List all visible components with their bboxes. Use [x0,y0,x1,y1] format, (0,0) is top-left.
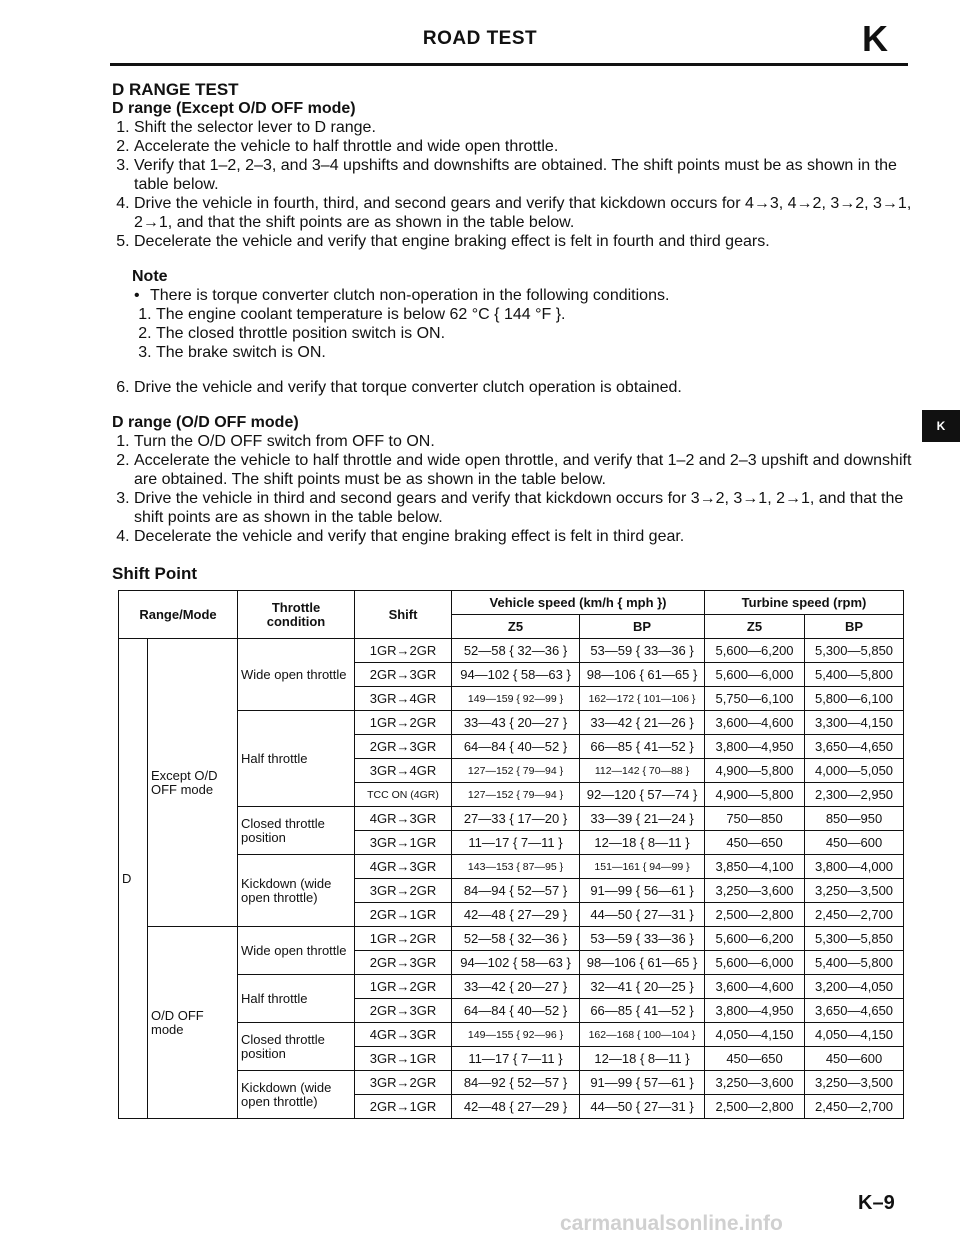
turbine-z5-cell: 5,750—6,100 [705,687,805,711]
throttle-cell: Wide open throttle [238,639,355,711]
speed-bp-cell: 162—172 { 101—106 } [580,687,705,711]
list-item: 4. Decelerate the vehicle and verify that engine braking effect is felt in third gear. [134,527,912,546]
turbine-z5-cell: 4,050—4,150 [705,1023,805,1047]
turbine-bp-cell: 5,300—5,850 [805,639,904,663]
turbine-bp-cell: 5,800—6,100 [805,687,904,711]
speed-bp-cell: 98—106 { 61—65 } [580,951,705,975]
shift-cell: 3GR→1GR [355,831,452,855]
speed-bp-cell: 53—59 { 33—36 } [580,639,705,663]
shift-cell: 2GR→3GR [355,735,452,759]
list-item: 2. Accelerate the vehicle to half throttle and wide open throttle, and verify that 1–2 and 2–3 upshift and downshift are obtained. The shift points must be as shown in the table below. [134,451,912,489]
shift-cell: 3GR→1GR [355,1047,452,1071]
header-turbine-speed: Turbine speed (rpm) [705,591,904,615]
shift-cell: 3GR→4GR [355,759,452,783]
turbine-z5-cell: 2,500—2,800 [705,1095,805,1119]
speed-bp-cell: 92—120 { 57—74 } [580,783,705,807]
speed-z5-cell: 64—84 { 40—52 } [452,999,580,1023]
header-bp: BP [580,615,705,639]
shift-cell: 2GR→3GR [355,951,452,975]
speed-bp-cell: 91—99 { 56—61 } [580,879,705,903]
turbine-bp-cell: 3,250—3,500 [805,879,904,903]
shift-cell: 2GR→3GR [355,663,452,687]
turbine-bp-cell: 4,050—4,150 [805,1023,904,1047]
note-conditions [112,305,912,362]
note-bullet [134,286,912,305]
speed-z5-cell: 143—153 { 87—95 } [452,855,580,879]
range-cell: D [119,639,148,1119]
turbine-z5-cell: 4,900—5,800 [705,783,805,807]
d-range-steps [112,118,912,251]
speed-bp-cell: 32—41 { 20—25 } [580,975,705,999]
turbine-z5-cell: 3,800—4,950 [705,735,805,759]
shift-point-table [118,590,904,1119]
page-number: K–9 [858,1192,895,1214]
speed-bp-cell: 53—59 { 33—36 } [580,927,705,951]
shift-cell: TCC ON (4GR) [355,783,452,807]
turbine-bp-cell: 2,450—2,700 [805,903,904,927]
speed-z5-cell: 84—94 { 52—57 } [452,879,580,903]
shift-cell: 1GR→2GR [355,639,452,663]
speed-bp-cell: 12—18 { 8—11 } [580,1047,705,1071]
header-throttle: Throttle condition [238,591,355,639]
table-row [119,639,904,663]
table-row [119,927,904,951]
speed-z5-cell: 27—33 { 17—20 } [452,807,580,831]
turbine-z5-cell: 3,600—4,600 [705,711,805,735]
list-item: 5. Decelerate the vehicle and verify that engine braking effect is felt in fourth and third gears. [134,232,912,251]
speed-z5-cell: 94—102 { 58—63 } [452,663,580,687]
turbine-z5-cell: 450—650 [705,1047,805,1071]
bullet-icon: • [134,287,140,304]
shift-cell: 2GR→1GR [355,903,452,927]
speed-bp-cell: 44—50 { 27—31 } [580,1095,705,1119]
speed-bp-cell: 162—168 { 100—104 } [580,1023,705,1047]
turbine-bp-cell: 3,200—4,050 [805,975,904,999]
list-item: 1. Turn the O/D OFF switch from OFF to ON. [134,432,912,451]
turbine-bp-cell: 5,400—5,800 [805,951,904,975]
turbine-bp-cell: 3,250—3,500 [805,1071,904,1095]
turbine-bp-cell: 450—600 [805,1047,904,1071]
speed-z5-cell: 149—159 { 92—99 } [452,687,580,711]
speed-bp-cell: 44—50 { 27—31 } [580,903,705,927]
list-item: 1. Shift the selector lever to D range. [134,118,912,137]
shift-cell: 1GR→2GR [355,711,452,735]
turbine-bp-cell: 4,000—5,050 [805,759,904,783]
speed-z5-cell: 149—155 { 92—96 } [452,1023,580,1047]
speed-z5-cell: 127—152 { 79—94 } [452,783,580,807]
throttle-cell: Half throttle [238,975,355,1023]
list-item: 3. Verify that 1–2, 2–3, and 3–4 upshifts and downshifts are obtained. The shift points must be as shown in the table below. [134,156,912,194]
d-range-test-heading: D RANGE TEST [112,80,239,99]
speed-z5-cell: 52—58 { 32—36 } [452,927,580,951]
header-shift: Shift [355,591,452,639]
speed-bp-cell: 91—99 { 57—61 } [580,1071,705,1095]
throttle-cell: Closed throttle position [238,1023,355,1071]
list-item: 1. The engine coolant temperature is below 62 °C { 144 °F }. [156,305,912,324]
turbine-z5-cell: 2,500—2,800 [705,903,805,927]
section-tab: K [922,410,960,442]
turbine-bp-cell: 450—600 [805,831,904,855]
shift-point-heading: Shift Point [112,564,197,583]
speed-bp-cell: 12—18 { 8—11 } [580,831,705,855]
turbine-z5-cell: 750—850 [705,807,805,831]
speed-z5-cell: 11—17 { 7—11 } [452,831,580,855]
od-off-subheading: D range (O/D OFF mode) [112,414,299,431]
speed-bp-cell: 112—142 { 70—88 } [580,759,705,783]
speed-bp-cell: 98—106 { 61—65 } [580,663,705,687]
shift-cell: 4GR→3GR [355,1023,452,1047]
page-title: ROAD TEST [422,28,538,49]
turbine-z5-cell: 5,600—6,200 [705,927,805,951]
shift-cell: 3GR→4GR [355,687,452,711]
shift-cell: 4GR→3GR [355,855,452,879]
header-divider [110,63,908,66]
speed-z5-cell: 33—43 { 20—27 } [452,711,580,735]
section-letter: K [862,18,888,59]
turbine-z5-cell: 3,600—4,600 [705,975,805,999]
turbine-z5-cell: 3,250—3,600 [705,1071,805,1095]
speed-z5-cell: 11—17 { 7—11 } [452,1047,580,1071]
list-item: 3. The brake switch is ON. [156,343,912,362]
note-heading: Note [132,268,168,285]
od-off-steps [112,432,912,546]
header-z5: Z5 [705,615,805,639]
header-vehicle-speed: Vehicle speed (km/h { mph }) [452,591,705,615]
turbine-z5-cell: 3,800—4,950 [705,999,805,1023]
throttle-cell: Half throttle [238,711,355,807]
speed-z5-cell: 94—102 { 58—63 } [452,951,580,975]
turbine-bp-cell: 3,300—4,150 [805,711,904,735]
procedure-text [112,80,912,546]
watermark: carmanualsonline.info [560,1212,783,1235]
list-item: 4. Drive the vehicle in fourth, third, and second gears and verify that kickdown occurs for 4→3, 4→2, 3→2, 3→1, 2→1, and that the shift points are as shown in the table below. [134,194,912,232]
speed-bp-cell: 33—42 { 21—26 } [580,711,705,735]
shift-cell: 3GR→2GR [355,1071,452,1095]
speed-z5-cell: 84—92 { 52—57 } [452,1071,580,1095]
list-item: 2. Accelerate the vehicle to half throttle and wide open throttle. [134,137,912,156]
speed-z5-cell: 33—42 { 20—27 } [452,975,580,999]
turbine-bp-cell: 3,650—4,650 [805,735,904,759]
speed-bp-cell: 66—85 { 41—52 } [580,999,705,1023]
shift-cell: 2GR→3GR [355,999,452,1023]
header-z5: Z5 [452,615,580,639]
throttle-cell: Kickdown (wide open throttle) [238,855,355,927]
shift-cell: 1GR→2GR [355,927,452,951]
throttle-cell: Wide open throttle [238,927,355,975]
shift-cell: 3GR→2GR [355,879,452,903]
d-range-subheading: D range (Except O/D OFF mode) [112,100,356,117]
turbine-z5-cell: 5,600—6,200 [705,639,805,663]
speed-bp-cell: 66—85 { 41—52 } [580,735,705,759]
turbine-z5-cell: 4,900—5,800 [705,759,805,783]
turbine-bp-cell: 3,650—4,650 [805,999,904,1023]
speed-z5-cell: 127—152 { 79—94 } [452,759,580,783]
turbine-bp-cell: 2,300—2,950 [805,783,904,807]
shift-cell: 2GR→1GR [355,1095,452,1119]
table-header-row [119,591,904,615]
speed-z5-cell: 42—48 { 27—29 } [452,903,580,927]
turbine-bp-cell: 5,400—5,800 [805,663,904,687]
speed-z5-cell: 64—84 { 40—52 } [452,735,580,759]
turbine-bp-cell: 850—950 [805,807,904,831]
list-item: 6. Drive the vehicle and verify that torque converter clutch operation is obtained. [134,378,912,397]
turbine-bp-cell: 5,300—5,850 [805,927,904,951]
list-item: 3. Drive the vehicle in third and second gears and verify that kickdown occurs for 3→2, 3→1, 2→1, and that the shift points are as shown in the table below. [134,489,912,527]
list-item: 2. The closed throttle position switch is ON. [156,324,912,343]
header-bp: BP [805,615,904,639]
d-range-step-6 [112,378,912,397]
turbine-z5-cell: 3,850—4,100 [705,855,805,879]
mode-cell: O/D OFF mode [148,927,238,1119]
shift-cell: 1GR→2GR [355,975,452,999]
turbine-bp-cell: 3,800—4,000 [805,855,904,879]
throttle-cell: Closed throttle position [238,807,355,855]
note-text: There is torque converter clutch non-operation in the following conditions. [150,287,670,304]
speed-bp-cell: 33—39 { 21—24 } [580,807,705,831]
turbine-z5-cell: 450—650 [705,831,805,855]
speed-z5-cell: 42—48 { 27—29 } [452,1095,580,1119]
turbine-bp-cell: 2,450—2,700 [805,1095,904,1119]
speed-bp-cell: 151—161 { 94—99 } [580,855,705,879]
throttle-cell: Kickdown (wide open throttle) [238,1071,355,1119]
mode-cell: Except O/D OFF mode [148,639,238,927]
header-range-mode: Range/Mode [119,591,238,639]
turbine-z5-cell: 3,250—3,600 [705,879,805,903]
speed-z5-cell: 52—58 { 32—36 } [452,639,580,663]
turbine-z5-cell: 5,600—6,000 [705,951,805,975]
shift-cell: 4GR→3GR [355,807,452,831]
turbine-z5-cell: 5,600—6,000 [705,663,805,687]
